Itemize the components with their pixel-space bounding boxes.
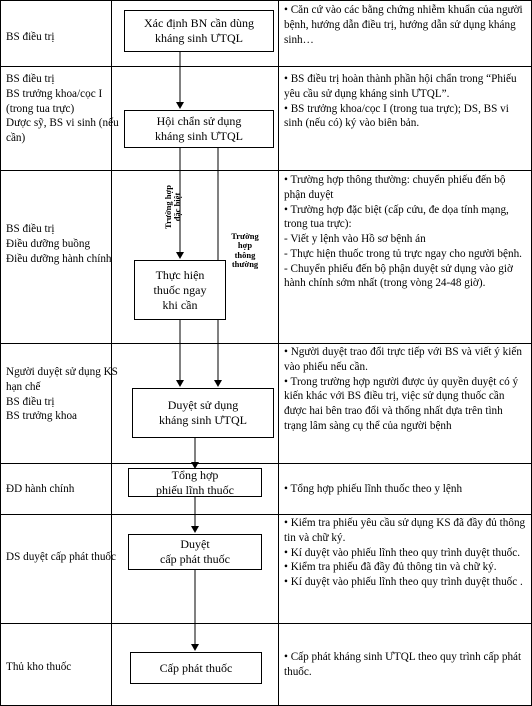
notes-cell xyxy=(284,482,528,497)
note-line: • Kiểm tra phiếu yêu cầu sử dụng KS đã đầy đủ thông tin và chữ ký. xyxy=(284,517,526,544)
note-line: • Cấp phát kháng sinh ƯTQL theo quy trình cấp phát thuốc. xyxy=(284,651,522,678)
notes-cell xyxy=(284,72,528,131)
actor-cell: Người duyệt sử dụng KS hạn chế BS điều trị BS trưởng khoa xyxy=(6,366,118,423)
step-box-dispense: Cấp phát thuốc xyxy=(130,652,262,684)
actor-cell: ĐD hành chính xyxy=(6,483,75,495)
actor-cell: DS duyệt cấp phát thuốc xyxy=(6,551,116,563)
actor-cell: BS điều trị xyxy=(6,31,55,43)
step-box-summarize: Tổng hợp phiếu lĩnh thuốc xyxy=(128,468,262,497)
actor-cell: BS điều trị Điều dưỡng buồng Điều dưỡng hành chính xyxy=(6,223,112,265)
note-line: • Người duyệt trao đổi trực tiếp với BS và viết ý kiến vào phiếu nếu cần. xyxy=(284,346,522,373)
notes-cell xyxy=(284,345,528,434)
branch-label-special: Trường hợp đặc biệt xyxy=(163,185,183,229)
note-line: • Căn cứ vào các bằng chứng nhiễm khuẩn của người bệnh, hướng dẫn điều trị, hướng dẫn sử dụng kháng sinh… xyxy=(284,4,523,46)
notes-cell xyxy=(284,3,528,47)
actor-cell: BS điều trị BS trưởng khoa/cọc I (trong tua trực) Dược sỹ, BS vi sinh (nếu cần) xyxy=(6,73,119,145)
actor-cell: Thủ kho thuốc xyxy=(6,661,72,673)
notes-cell xyxy=(284,173,528,291)
note-line: • Kí duyệt vào phiếu lĩnh theo quy trình duyệt thuốc . xyxy=(284,576,523,589)
note-line: - Viết y lệnh vào Hồ sơ bệnh án xyxy=(284,233,426,246)
note-line: • Tổng hợp phiếu lĩnh thuốc theo y lệnh xyxy=(284,483,463,495)
step-box-approve: Duyệt sử dụng kháng sinh ƯTQL xyxy=(132,388,274,438)
notes-cell xyxy=(284,650,528,680)
note-line: • Trường hợp thông thường: chuyển phiếu đến bộ phận duyệt xyxy=(284,174,506,201)
note-line: • Kiểm tra phiếu đã đầy đủ thông tin và chữ ký. xyxy=(284,561,497,574)
note-line: • Trường hợp đặc biệt (cấp cứu, đe dọa tính mạng, trong tua trực): xyxy=(284,203,509,231)
note-line: • BS trưởng khoa/cọc I (trong tua trực); DS, BS vi sinh (nếu có) ký vào biên bản. xyxy=(284,102,509,130)
note-line: • Trong trường hợp người được ủy quyền duyệt có ý kiến khác với BS điều trị, việc sử dụng thuốc cần được hai bên trao đổi và thống nhất dựa trên tình trạng lâm sàng cụ thể của người bệnh xyxy=(284,375,519,432)
branch-label-normal: Trường hợp thông thường xyxy=(231,231,259,270)
step-box-approve-dispense: Duyệt cấp phát thuốc xyxy=(128,534,262,570)
notes-cell xyxy=(284,516,528,590)
note-line: - Chuyển phiếu đến bộ phận duyệt sử dụng vào giờ hành chính sớm nhất (trong vòng 24-48 giờ). xyxy=(284,262,513,290)
note-line: • Kí duyệt vào phiếu lĩnh theo quy trình duyệt thuốc. xyxy=(284,546,521,559)
step-box-consultation: Hội chẩn sử dụng kháng sinh ƯTQL xyxy=(124,110,274,148)
step-box-identify-patient: Xác định BN cần dùng kháng sinh ƯTQL xyxy=(124,10,274,52)
note-line: • BS điều trị hoàn thành phần hội chẩn trong “Phiếu yêu cầu sử dụng kháng sinh ƯTQL”. xyxy=(284,73,517,100)
step-box-administer-drug: Thực hiện thuốc ngay khi cần xyxy=(134,260,226,320)
note-line: - Thực hiện thuốc trong tủ trực ngay cho người bệnh. xyxy=(284,247,522,260)
